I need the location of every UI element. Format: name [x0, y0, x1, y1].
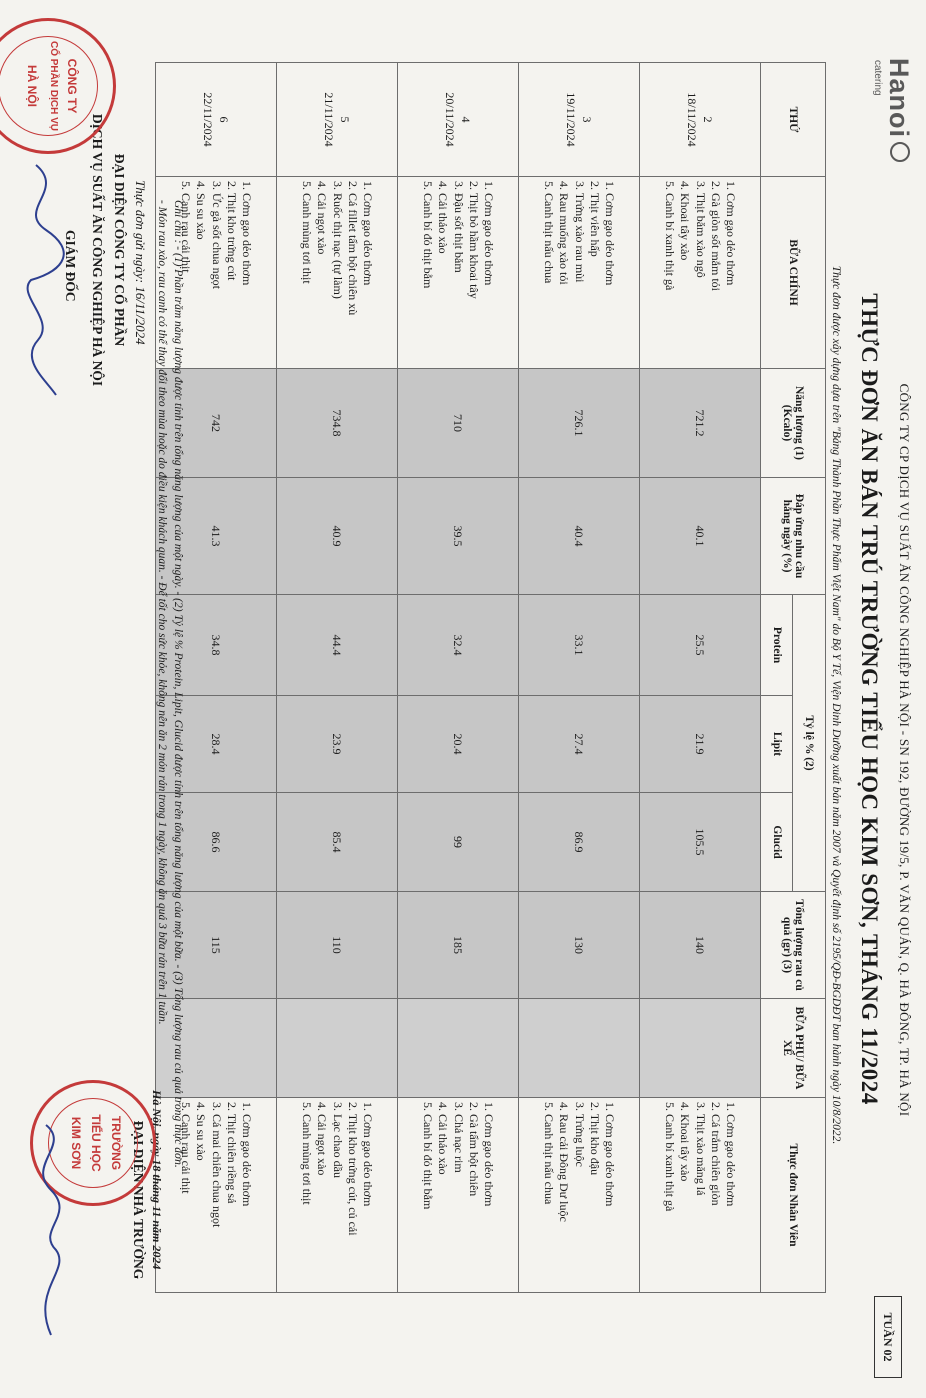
stamp-text-3: KIM SƠN: [69, 1116, 83, 1170]
dish-item: 2. Thịt bò hầm khoai tây: [466, 181, 481, 299]
dish-item: 3. Thịt xào măng lá: [693, 1102, 708, 1196]
table-header-row: [793, 63, 826, 1293]
dish-item: 1. Cơm gạo dẻo thơm: [482, 1102, 497, 1207]
energy-cell: 734.8: [277, 369, 398, 478]
veg-cell: 115: [156, 892, 277, 999]
note-line-2: - Món rau xào, rau canh có thể thay đổi theo mùa hoặc do điều kiện khách quan. - Để tốt cho sức khỏe, không nên ăn 2 món rán trong 1 ngày, không ăn quá 3 bữa rán trên 1 tuần.: [155, 200, 168, 1025]
day-cell: [519, 63, 640, 177]
dish-item: 5. Canh rau cải thịt: [179, 1102, 194, 1194]
school-representative: ĐẠI DIỆN NHÀ TRƯỜNG: [131, 1120, 146, 1280]
day-cell: [156, 63, 277, 177]
dish-item: 2. Gà giòn sốt mắm tỏi: [708, 181, 723, 291]
dish-item: 5. Canh bí đỏ thịt bằm: [421, 181, 436, 289]
day-num: 3: [580, 116, 595, 123]
day-num: 5: [338, 116, 353, 123]
stamp-text-1: TRƯỜNG: [109, 1115, 123, 1171]
lipid-cell: 27.4: [519, 696, 640, 793]
dish-item: 5. Canh bí xanh thịt gà: [663, 181, 678, 291]
company-rep-line-2: DỊCH VỤ SUẤT ĂN CÔNG NGHIỆP HÀ NỘI: [90, 113, 106, 387]
lipid-cell: 21.9: [640, 696, 761, 793]
dish-item: 5. Canh bí đỏ thịt bằm: [421, 1102, 436, 1210]
dish-item: 2. Cá fillet tẩm bột chiên xù: [345, 181, 360, 316]
note-line-1: Ghi chú : - (1) Phần trăm năng lượng được tính trên tổng năng lượng của một ngày. - (2) Tỷ lệ % Protein, Lipit, Glucid được tính trên tổng năng lượng của một bữa. - (3) Tổng lượng rau củ quả trong thực đơn.: [172, 200, 184, 1168]
extra-meal-cell: [640, 999, 761, 1098]
glucid-cell: 105.5: [640, 793, 761, 892]
day-cell: [398, 63, 519, 177]
demand-cell: 40.9: [277, 478, 398, 595]
dish-item: 2. Cá trắm chiên giòn: [708, 1102, 723, 1206]
dish-item: 4. Cải ngọt xào: [315, 181, 330, 255]
place-date: Hà Nội, ngày 18 tháng 11 năm 2024: [150, 1090, 164, 1270]
demand-cell: 40.1: [640, 478, 761, 595]
dish-item: 1. Cơm gạo dẻo thơm: [240, 181, 255, 286]
staff-meal-cell: [640, 1098, 761, 1293]
dish-item: 2. Thịt chiên riềng sả: [224, 1102, 239, 1204]
dish-item: 5. Canh mùng tơi thịt: [300, 181, 315, 284]
dish-item: 4. Rau muống xào tỏi: [557, 181, 572, 285]
dish-item: 2. Thịt viên hấp: [587, 181, 602, 257]
glucid-cell: 86.9: [519, 793, 640, 892]
dish-item: 3. Ức gà sốt chua ngọt: [209, 181, 224, 289]
dish-item: 1. Cơm gạo dẻo thơm: [361, 181, 376, 286]
day-num: 4: [459, 116, 474, 123]
demand-cell: 40.4: [519, 478, 640, 595]
dish-item: 4. Su su xào: [194, 181, 209, 240]
veg-cell: 140: [640, 892, 761, 999]
dish-item: 2. Thịt kho đậu: [587, 1102, 602, 1176]
protein-cell: 25.5: [640, 595, 761, 696]
table-row: [519, 63, 640, 1293]
main-meal-cell: [640, 177, 761, 369]
dish-item: 5. Canh thịt nấu chua: [542, 1102, 557, 1205]
protein-cell: 32.4: [398, 595, 519, 696]
dish-item: 5. Canh mùng tơi thịt: [300, 1102, 315, 1205]
protein-cell: 44.4: [277, 595, 398, 696]
day-date: 22/11/2024: [201, 92, 215, 147]
stamp-text-1: CÔNG TY: [65, 58, 79, 114]
header-energy: Năng lượng (1) (Kcalo): [761, 369, 826, 478]
glucid-cell: 99: [398, 793, 519, 892]
page-subtitle: Thực đơn được xây dựng dựa trên "Bảng Thành Phần Thực Phẩm Việt Nam" do Bộ Y Tế, Viện Dinh Dưỡng xuất bản năm 2007 và Quyết định số 2195/QĐ-BGDĐT ban hành ngày 10/8/2022.: [830, 265, 842, 1145]
page-title: THỰC ĐƠN ĂN BÁN TRÚ TRƯỜNG TIỂU HỌC KIM SƠN, THÁNG 11/2024: [857, 293, 882, 1105]
main-meal-cell: [519, 177, 640, 369]
header-day: THỨ: [761, 63, 826, 177]
energy-cell: 710: [398, 369, 519, 478]
day-cell: [640, 63, 761, 177]
day-date: 19/11/2024: [564, 92, 578, 147]
company-rep-line-1: ĐẠI DIỆN CÔNG TY CỔ PHẦN: [112, 153, 127, 347]
dish-item: 1. Cơm gạo dẻo thơm: [724, 1102, 739, 1207]
dish-item: 1. Cơm gạo dẻo thơm: [361, 1102, 376, 1207]
glucid-cell: 85.4: [277, 793, 398, 892]
staff-meal-cell: [277, 1098, 398, 1293]
protein-cell: 33.1: [519, 595, 640, 696]
dish-item: 1. Cơm gạo dẻo thơm: [240, 1102, 255, 1207]
staff-meal-cell: [519, 1098, 640, 1293]
header-staff: Thực đơn Nhân Viên: [761, 1098, 826, 1293]
dish-item: 3. Lạc chao dầu: [330, 1102, 345, 1178]
dish-item: 1. Cơm gạo dẻo thơm: [482, 181, 497, 286]
stamp-text-2: TIỂU HỌC: [89, 1114, 103, 1172]
dish-item: 3. Trứng xào rau mùi: [572, 181, 587, 283]
dish-item: 4. Khoai tây xào: [678, 1102, 693, 1182]
dish-item: 4. Su su xào: [194, 1102, 209, 1161]
dish-item: 2. Gà tẩm bột chiên: [466, 1102, 481, 1197]
day-num: 2: [701, 116, 716, 123]
header-veg: Tổng lượng rau củ quả (gr) (3): [761, 892, 826, 999]
energy-cell: 742: [156, 369, 277, 478]
energy-cell: 721.2: [640, 369, 761, 478]
sent-date: Thực đơn gửi ngày: 16/11/2024: [133, 180, 148, 345]
company-representative: [87, 100, 130, 400]
dish-item: 5. Canh bí xanh thịt gà: [663, 1102, 678, 1212]
protein-cell: 34.8: [156, 595, 277, 696]
table-row: [277, 63, 398, 1293]
dish-item: 3. Chả nạc rim: [451, 1102, 466, 1173]
dish-item: 3. Cá mai chiên chua ngọt: [209, 1102, 224, 1228]
header-protein: Protein: [761, 595, 794, 696]
dish-item: 3. Đậu sốt thịt băm: [451, 181, 466, 273]
veg-cell: 185: [398, 892, 519, 999]
day-date: 21/11/2024: [322, 92, 336, 147]
header-main: BỮA CHÍNH: [761, 177, 826, 369]
demand-cell: 39.5: [398, 478, 519, 595]
dish-item: 2. Thịt kho trứng cút: [224, 181, 239, 281]
veg-cell: 110: [277, 892, 398, 999]
header-demand: Đáp ứng nhu cầu hằng ngày (%): [761, 478, 826, 595]
veg-cell: 130: [519, 892, 640, 999]
dish-item: 5. Canh thịt nấu chua: [542, 181, 557, 284]
header-glucid: Glucid: [761, 793, 794, 892]
main-meal-cell: [277, 177, 398, 369]
dish-item: 4. Cải thảo xào: [436, 1102, 451, 1175]
stamp-text-2: CỔ PHẦN DỊCH VỤ: [48, 40, 59, 131]
day-date: 18/11/2024: [685, 92, 699, 147]
director-title: GIÁM ĐỐC: [63, 230, 78, 302]
glucid-cell: 86.6: [156, 793, 277, 892]
extra-meal-cell: [519, 999, 640, 1098]
extra-meal-cell: [398, 999, 519, 1098]
energy-cell: 726.1: [519, 369, 640, 478]
stamp-text-3: HÀ NỘI: [25, 65, 39, 107]
menu-table-body: [156, 63, 761, 1293]
dish-item: 4. Cải thảo xào: [436, 181, 451, 254]
table-row: [640, 63, 761, 1293]
company-address: CÔNG TY CP DỊCH VỤ SUẤT ĂN CÔNG NGHIỆP HÀ NỘI - SN 192, ĐƯỜNG 19/5, P. VĂN QUÁN, Q. HÀ ĐÔNG, TP. HÀ NỘI: [897, 383, 912, 1117]
dish-item: 2. Thịt kho trứng cút, củ cải: [345, 1102, 360, 1236]
week-label: TUẦN 02: [874, 1296, 902, 1378]
logo-text: Hanoi: [884, 58, 914, 139]
main-meal-cell: [398, 177, 519, 369]
lipid-cell: 28.4: [156, 696, 277, 793]
logo-mark-icon: [890, 142, 910, 162]
dish-item: 3. Ruốc thịt nạc (tự làm): [330, 181, 345, 299]
extra-meal-cell: [277, 999, 398, 1098]
dish-item: 1. Cơm gạo dẻo thơm: [724, 181, 739, 286]
principal-signature-icon: [16, 1120, 76, 1340]
logo-subtext: catering: [872, 60, 883, 96]
dish-item: 3. Thịt băm xào ngô: [693, 181, 708, 278]
lipid-cell: 20.4: [398, 696, 519, 793]
demand-cell: 41.3: [156, 478, 277, 595]
day-cell: [277, 63, 398, 177]
header-ratio: Tỷ lệ % (2): [793, 595, 826, 892]
menu-table: [155, 62, 826, 1293]
director-signature-icon: [6, 160, 76, 400]
day-num: 6: [217, 116, 232, 123]
table-row: [398, 63, 519, 1293]
dish-item: 4. Cải ngọt xào: [315, 1102, 330, 1176]
dish-item: 1. Cơm gạo dẻo thơm: [603, 1102, 618, 1207]
header-extra: BỮA PHỤ/ BỮA XẾ: [761, 999, 826, 1098]
dish-item: 4. Khoai tây xào: [678, 181, 693, 261]
staff-meal-cell: [398, 1098, 519, 1293]
day-date: 20/11/2024: [443, 92, 457, 147]
lipid-cell: 23.9: [277, 696, 398, 793]
dish-item: 3. Trứng luộc: [572, 1102, 587, 1167]
dish-item: 5. Canh rau cải thịt: [179, 181, 194, 273]
dish-item: 1. Cơm gạo dẻo thơm: [603, 181, 618, 286]
dish-item: 4. Rau cải Đông Dư luộc: [557, 1102, 572, 1222]
header-lipid: Lipit: [761, 696, 794, 793]
